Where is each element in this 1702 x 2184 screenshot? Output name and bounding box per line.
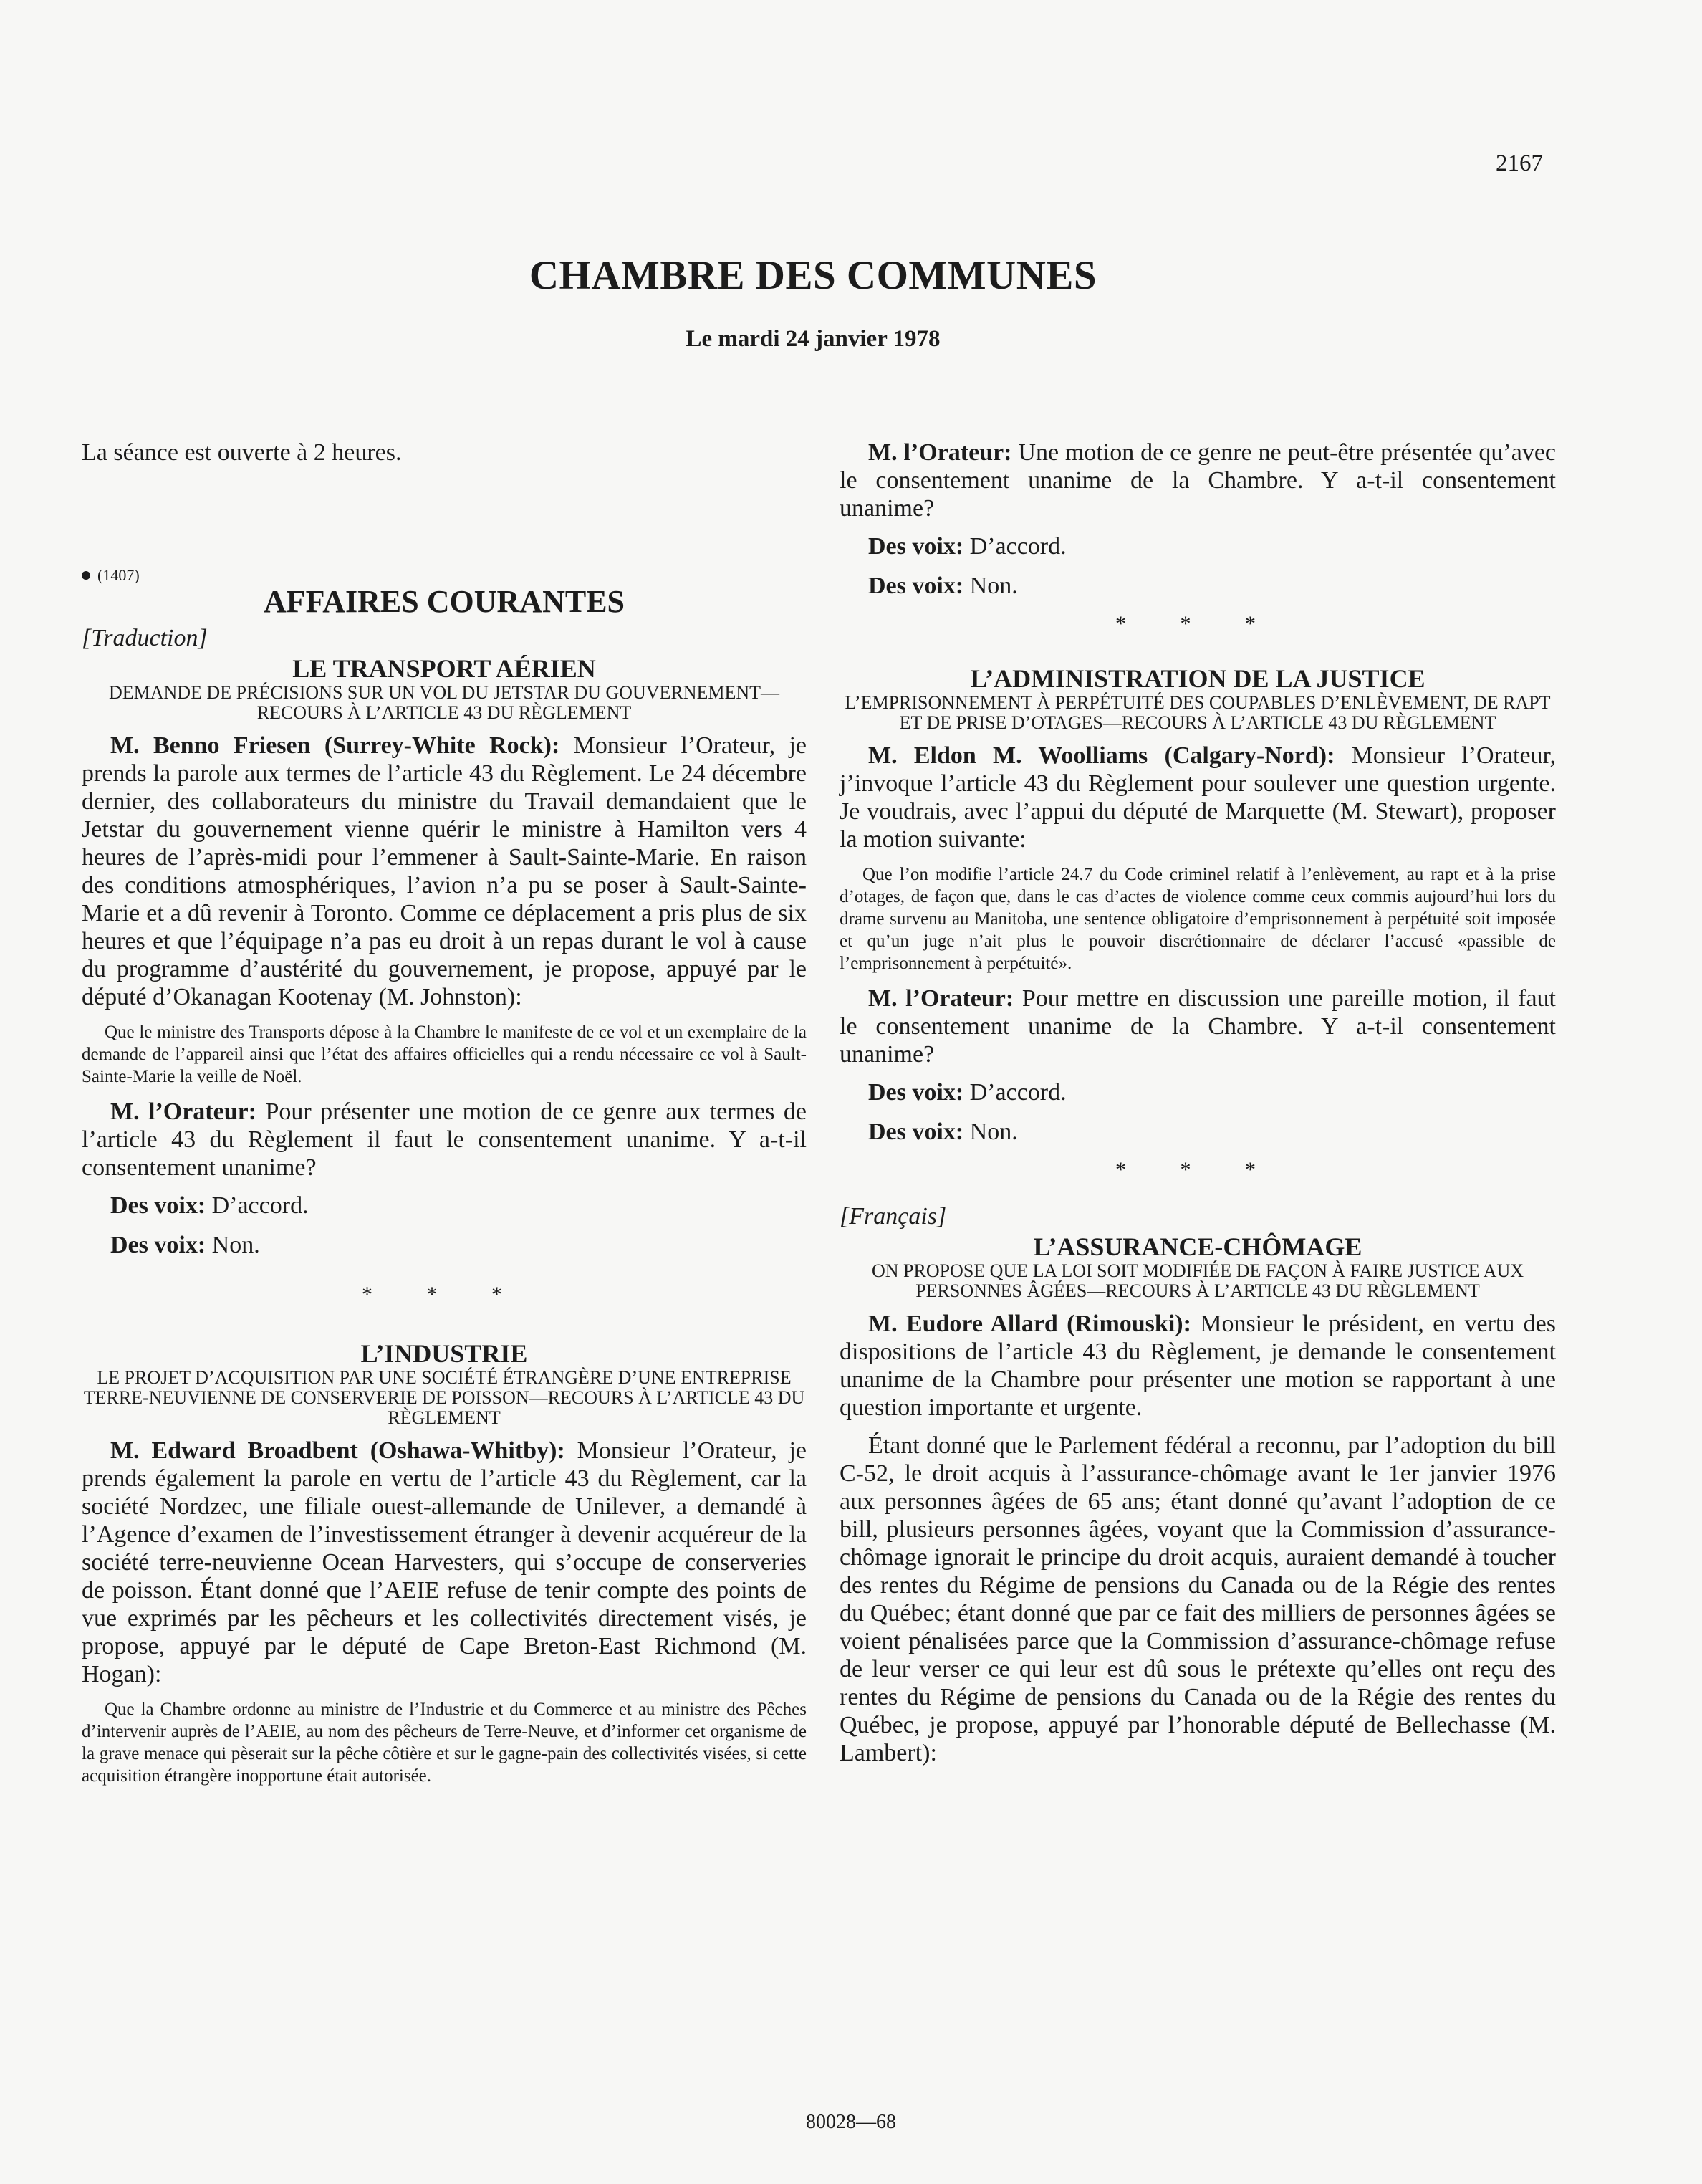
page-number: 2167 (1496, 150, 1543, 176)
transport-title: LE TRANSPORT AÉRIEN (292, 654, 596, 683)
voices-label: Des voix: (868, 1119, 964, 1145)
industry-subtitle: LE PROJET D’ACQUISITION PAR UNE SOCIÉTÉ ÉTRANGÈRE D’UNE ENTREPRISE TERRE-NEUVIENNE DE CONSERVERIE DE POISSON—RECOURS À L’ARTICLE 43 DU RÈGLEMENT (83, 1367, 805, 1428)
voices-line (82, 1231, 807, 1259)
industry-title: L’INDUSTRIE (360, 1339, 528, 1368)
voices-label: Des voix: (868, 1079, 964, 1106)
speech-text: Pour mettre en discussion une pareille motion, il faut le consentement unanime de la Chambre. Y a-t-il consentement unanime? (840, 985, 1556, 1068)
speech-text: Monsieur l’Orateur, j’invoque l’article 43 du Règlement pour soulever une question urgente. Je voudrais, avec l’appui du député de Marquette (M. Stewart), proposer la motion suivante: (840, 742, 1556, 853)
language-tag-label: [Français] (840, 1203, 947, 1230)
justice-subtitle: L’EMPRISONNEMENT À PERPÉTUITÉ DES COUPABLES D’ENLÈVEMENT, DE RAPT ET DE PRISE D’OTAGES—RECOURS À L’ARTICLE 43 DU RÈGLEMENT (845, 692, 1551, 733)
voices-line (840, 1078, 1556, 1106)
speaker-ruling (840, 985, 1556, 1068)
sitting-date: Le mardi 24 janvier 1978 (686, 326, 941, 352)
sitting-opening: La séance est ouverte à 2 heures. (82, 439, 402, 466)
left-column (82, 439, 807, 1797)
translation-tag (82, 624, 807, 652)
speech-text: Monsieur le président, en vertu des dispositions de l’article 43 du Règlement, je demande le consentement unanime de la Chambre pour présenter une motion se rapportant à une question importante et urgente. (840, 1311, 1556, 1421)
section-separator: * * * (362, 1283, 527, 1306)
voices-text: Non. (206, 1232, 260, 1258)
speaker-name: M. Edward Broadbent (Oshawa-Whitby): (110, 1437, 565, 1464)
bullet-icon (82, 571, 90, 580)
voices-text: Non. (963, 573, 1018, 599)
speech-text: Une motion de ce genre ne peut-être présentée qu’avec le consentement unanime de la Chambre. Y a-t-il consentement unanime? (840, 439, 1556, 522)
language-tag (840, 1202, 1556, 1230)
voices-line (840, 532, 1556, 560)
justice-title: L’ADMINISTRATION DE LA JUSTICE (970, 664, 1425, 693)
voices-line (840, 1118, 1556, 1146)
voices-text: D’accord. (206, 1192, 309, 1219)
speaker-ruling (82, 1098, 807, 1182)
transport-motion: Que le ministre des Transports dépose à la Chambre le manifeste de ce vol et un exemplaire de la demande de l’appareil ainsi que l’état des affaires officielles qui a rendu nécessaire ce vol à Sault-Sainte-Marie la veille de Noël. (82, 1022, 807, 1086)
unemployment-speech-continued: Étant donné que le Parlement fédéral a reconnu, par l’adoption du bill C-52, le droit acquis à l’assurance-chômage avant le 1er janvier 1976 aux personnes âgées de 65 ans; étant donné qu’avant l’adoption de ce bill, plusieurs personnes âgées, voyant que la Commission d’assurance-chômage ignorait le principe du droit acquis, auraient demandé à toucher des rentes du Régime de pensions du Canada ou de la Régie des rentes du Québec; étant donné que par ce fait des milliers de personnes âgées se voient pénalisées parce que la Commission d’assurance-chômage refuse de leur verser ce qui leur est dû sous le prétexte qu’elles ont reçu des rentes du Régime de pensions du Canada ou de la Régie des rentes du Québec, je propose, appuyé par l’honorable député de Bellechasse (M. Lambert): (840, 1432, 1556, 1766)
transport-speech (82, 732, 807, 1011)
unemployment-title: L’ASSURANCE-CHÔMAGE (1033, 1232, 1362, 1261)
voices-label: Des voix: (110, 1192, 206, 1219)
translation-tag-label: [Traduction] (82, 625, 208, 651)
voices-label: Des voix: (868, 573, 964, 599)
voices-label: Des voix: (868, 533, 964, 560)
transport-subtitle: DEMANDE DE PRÉCISIONS SUR UN VOL DU JETSTAR DU GOUVERNEMENT—RECOURS À L’ARTICLE 43 DU RÈGLEMENT (108, 682, 780, 723)
speaker-name: M. l’Orateur: (868, 985, 1014, 1012)
section-heading-routine: AFFAIRES COURANTES (263, 584, 625, 619)
section-separator: * * * (1115, 1158, 1280, 1182)
voices-line (82, 1192, 807, 1220)
justice-speech (840, 742, 1556, 853)
speech-text: Monsieur l’Orateur, je prends la parole aux termes de l’article 43 du Règlement. Le 24 décembre dernier, des collaborateurs du ministre du Travail demandaient que le Jetstar du gouvernement vienne quérir le ministre à Hamilton vers 4 heures de l’après-midi pour l’emmener à Sault-Sainte-Marie. En raison des conditions atmosphériques, l’avion n’a pu se poser à Sault-Sainte-Marie et a dû revenir à Toronto. Comme ce déplacement a pris plus de six heures et que l’équipage n’a pas eu droit à un repas durant le vol à cause du programme d’austérité du gouvernement, je propose, appuyé par le député d’Okanagan Kootenay (M. Johnston): (82, 732, 807, 1010)
footer-code: 80028—68 (806, 2111, 896, 2133)
voices-text: Non. (963, 1119, 1018, 1145)
industry-speech (82, 1437, 807, 1688)
voices-label: Des voix: (110, 1232, 206, 1258)
speaker-name: M. l’Orateur: (868, 439, 1012, 466)
speaker-ruling (840, 439, 1556, 522)
speech-text: Pour présenter une motion de ce genre aux termes de l’article 43 du Règlement il faut le consentement unanime. Y a-t-il consentement unanime? (82, 1098, 807, 1181)
page-title: CHAMBRE DES COMMUNES (529, 253, 1097, 298)
speaker-name: M. Benno Friesen (Surrey-White Rock): (110, 732, 560, 759)
speaker-name: M. Eudore Allard (Rimouski): (868, 1311, 1191, 1337)
unemployment-speech (840, 1310, 1556, 1422)
voices-text: D’accord. (963, 1079, 1067, 1106)
voices-text: D’accord. (963, 533, 1067, 560)
unemployment-subtitle: ON PROPOSE QUE LA LOI SOIT MODIFIÉE DE FAÇON À FAIRE JUSTICE AUX PERSONNES ÂGÉES—RECOURS À L’ARTICLE 43 DU RÈGLEMENT (871, 1260, 1524, 1301)
speech-text: Monsieur l’Orateur, je prends également la parole en vertu de l’article 43 du Règlement, car la société Nordzec, une filiale ouest-allemande de Unilever, a demandé à l’Agence d’examen de l’investissement étranger à devenir acquéreur de la société terre-neuvienne Ocean Harvesters, qui s’occupe de conserveries de poisson. Étant donné que l’AEIE refuse de tenir compte des points de vue exprimés par les pêcheurs et les collectivités directement visés, je propose, appuyé par le député de Cape Breton-East Richmond (M. Hogan): (82, 1437, 807, 1687)
speaker-name: M. Eldon M. Woolliams (Calgary-Nord): (868, 742, 1335, 769)
time-marker-label: (1407) (97, 566, 140, 584)
voices-line (840, 572, 1556, 600)
right-column (840, 439, 1556, 1777)
justice-motion: Que l’on modifie l’article 24.7 du Code criminel relatif à l’enlèvement, au rapt et à la prise d’otages, de façon que, dans le cas d’actes de violence comme ceux commis aujourd’hui lors du drame survenu au Manitoba, une sentence obligatoire d’emprisonnement à perpétuité soit imposée et qu’un juge n’ait plus le pouvoir discrétionnaire de déclarer l’accusé «passible de l’emprisonnement à perpétuité». (840, 865, 1556, 973)
speaker-name: M. l’Orateur: (110, 1098, 257, 1125)
section-separator: * * * (1115, 612, 1280, 636)
industry-motion: Que la Chambre ordonne au ministre de l’Industrie et du Commerce et au ministre des Pêches d’intervenir auprès de l’AEIE, au nom des pêcheurs de Terre-Neuve, et d’informer cet organisme de la grave menace qui pèserait sur la pêche côtière et sur le gagne-pain des collectivités visées, si cette acquisition étrangère inopportune était autorisée. (82, 1700, 807, 1786)
